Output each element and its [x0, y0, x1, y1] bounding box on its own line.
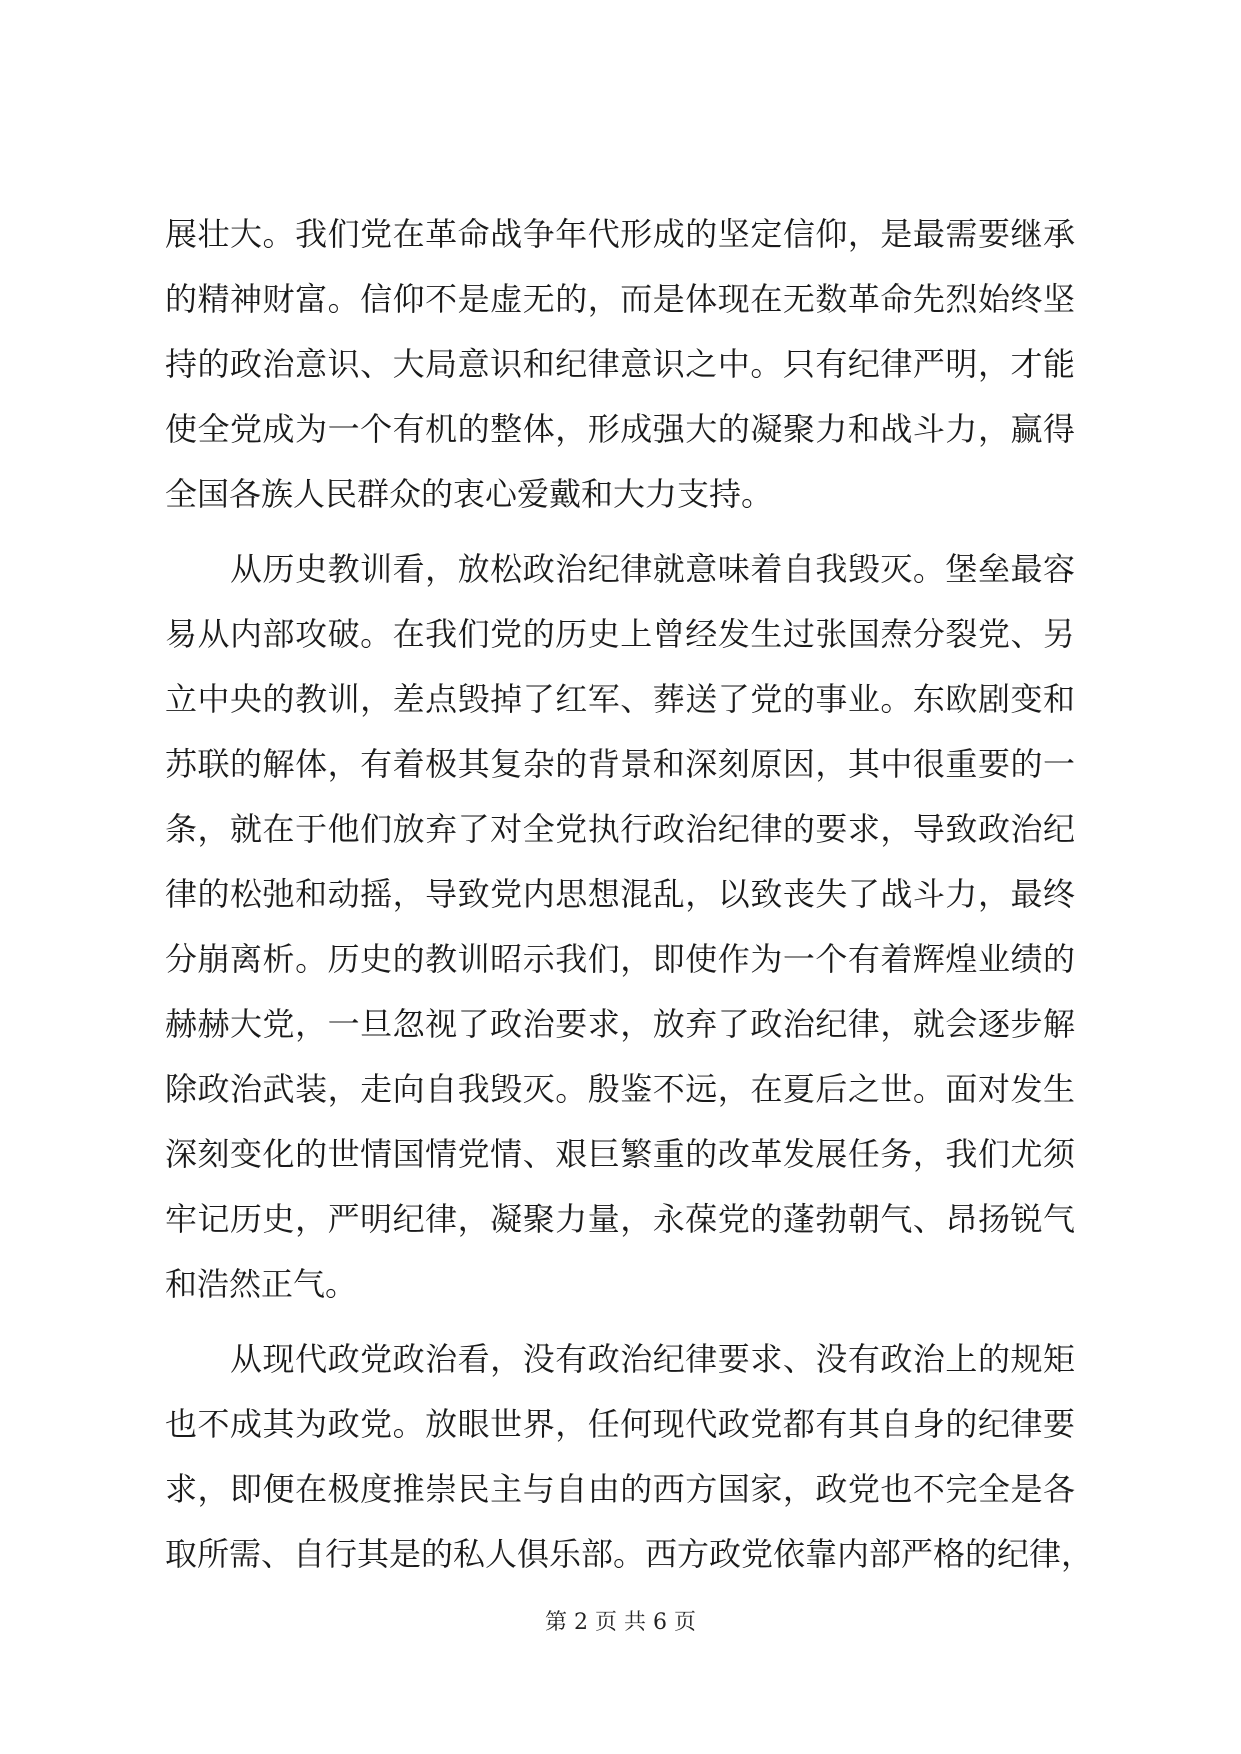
text-line: 赫赫大党，一旦忽视了政治要求，放弃了政治纪律，就会逐步解 — [165, 1005, 1075, 1043]
text-line: 全国各族人民群众的衷心爱戴和大力支持。 — [165, 475, 774, 513]
text-line: 求，即便在极度推崇民主与自由的西方国家，政党也不完全是各 — [165, 1470, 1075, 1508]
text-line: 持的政治意识、大局意识和纪律意识之中。只有纪律严明，才能 — [165, 345, 1075, 383]
text-line: 使全党成为一个有机的整体，形成强大的凝聚力和战斗力，赢得 — [165, 410, 1075, 448]
text-line: 从历史教训看，放松政治纪律就意味着自我毁灭。堡垒最容 — [165, 550, 1075, 588]
text-line: 律的松弛和动摇，导致党内思想混乱，以致丧失了战斗力，最终 — [165, 875, 1075, 913]
text-line: 易从内部攻破。在我们党的历史上曾经发生过张国焘分裂党、另 — [165, 615, 1075, 653]
text-line: 和浩然正气。 — [165, 1265, 358, 1303]
text-line: 苏联的解体，有着极其复杂的背景和深刻原因，其中很重要的一 — [165, 745, 1075, 783]
text-line: 立中央的教训，差点毁掉了红军、葬送了党的事业。东欧剧变和 — [165, 680, 1075, 718]
text-line: 分崩离析。历史的教训昭示我们，即使作为一个有着辉煌业绩的 — [165, 940, 1075, 978]
text-line: 取所需、自行其是的私人俱乐部。西方政党依靠内部严格的纪律， — [165, 1535, 1094, 1573]
text-line: 从现代政党政治看，没有政治纪律要求、没有政治上的规矩 — [165, 1340, 1075, 1378]
text-line: 也不成其为政党。放眼世界，任何现代政党都有其自身的纪律要 — [165, 1405, 1075, 1443]
page-number-footer: 第 2 页 共 6 页 — [545, 1610, 696, 1635]
text-line: 牢记历史，严明纪律，凝聚力量，永葆党的蓬勃朝气、昂扬锐气 — [165, 1200, 1075, 1238]
text-line: 深刻变化的世情国情党情、艰巨繁重的改革发展任务，我们尤须 — [165, 1135, 1075, 1173]
text-line: 条，就在于他们放弃了对全党执行政治纪律的要求，导致政治纪 — [165, 810, 1075, 848]
text-line: 除政治武装，走向自我毁灭。殷鉴不远，在夏后之世。面对发生 — [165, 1070, 1075, 1108]
text-line: 的精神财富。信仰不是虚无的，而是体现在无数革命先烈始终坚 — [165, 280, 1075, 318]
text-line: 展壮大。我们党在革命战争年代形成的坚定信仰，是最需要继承 — [165, 215, 1075, 253]
